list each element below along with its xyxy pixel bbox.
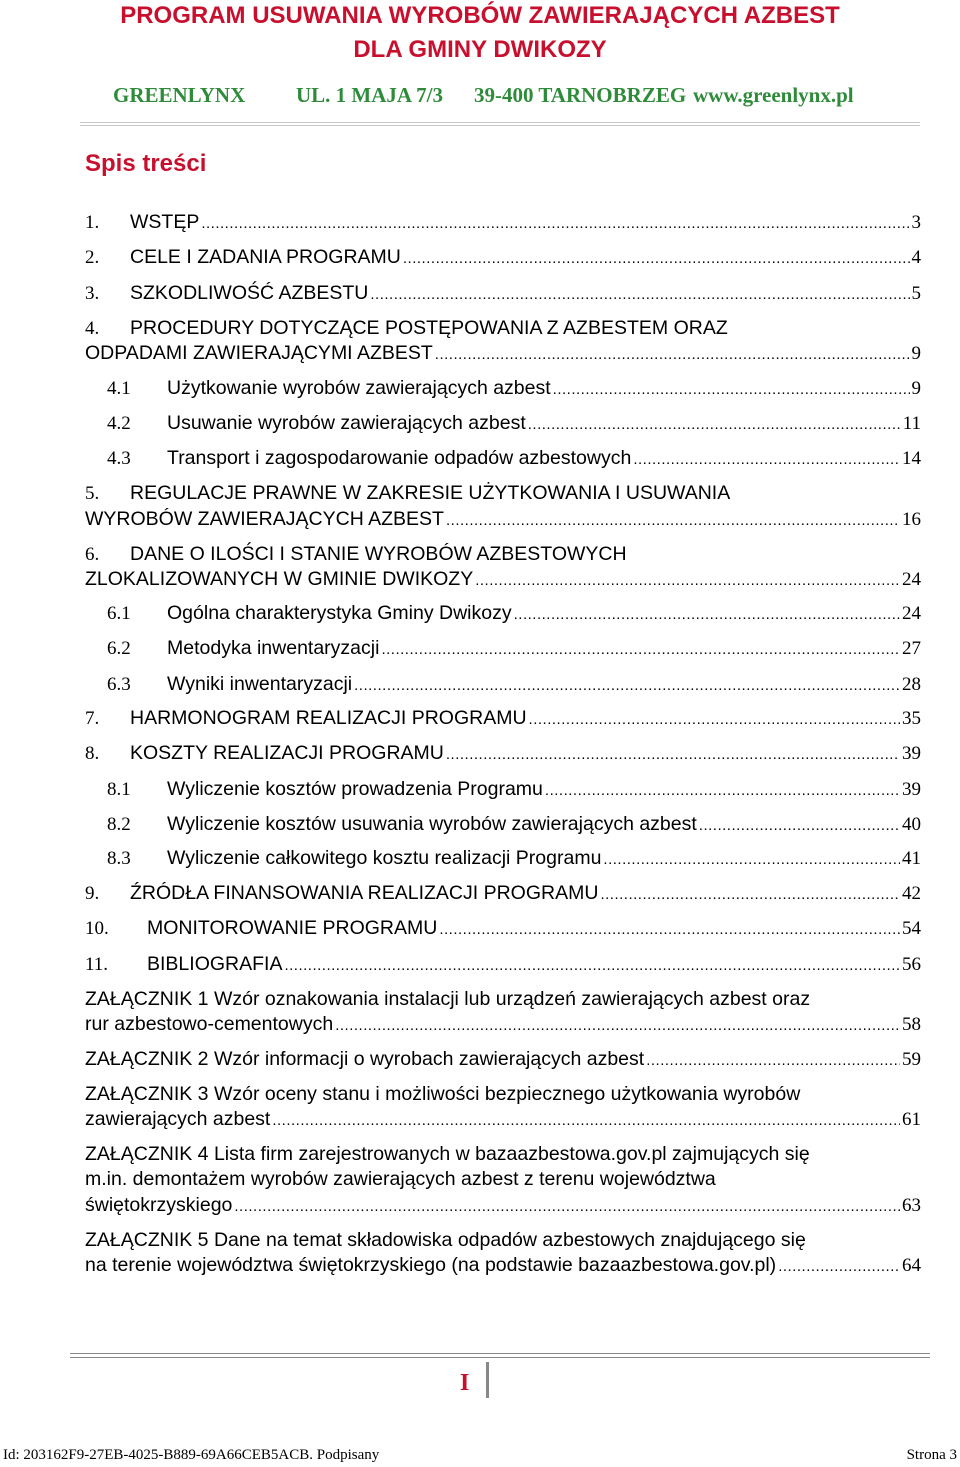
annex-entry-title: na terenie województwa świętokrzyskiego (na podstawie bazaazbestowa.gov.pl) bbox=[85, 1254, 777, 1276]
annex-entry-title: świętokrzyskiego bbox=[85, 1194, 233, 1216]
company-contact bbox=[113, 82, 854, 108]
toc-entry-page: 56 bbox=[902, 954, 921, 975]
toc-entry-page: 9 bbox=[911, 378, 921, 399]
toc-leader-dots bbox=[446, 741, 900, 767]
toc-entry[interactable] bbox=[85, 316, 921, 341]
toc-entry-number: 6.2 bbox=[107, 638, 131, 659]
footer-divider bbox=[70, 1353, 930, 1358]
toc-entry[interactable] bbox=[85, 706, 921, 732]
annex-entry-page: 63 bbox=[902, 1195, 921, 1216]
toc-leader-dots bbox=[435, 341, 910, 367]
annex-entry[interactable] bbox=[85, 1012, 921, 1038]
annex-entry-line[interactable]: m.in. demontażem wyrobów zawierających azbest z terenu województwa bbox=[85, 1168, 716, 1190]
annex-entry-title: zawierających azbest bbox=[85, 1108, 271, 1130]
toc-entry[interactable] bbox=[107, 812, 921, 838]
toc-entry-page: 4 bbox=[911, 247, 921, 268]
toc-entry[interactable] bbox=[107, 376, 921, 402]
annex-entry-line[interactable]: ZAŁĄCZNIK 1 Wzór oznakowania instalacji lub urządzeń zawierających azbest oraz bbox=[85, 988, 811, 1010]
toc-entry-page: 27 bbox=[902, 638, 921, 659]
toc-leader-dots bbox=[234, 1193, 900, 1219]
toc-entry[interactable] bbox=[85, 741, 921, 767]
toc-entry-title: REGULACJE PRAWNE W ZAKRESIE UŻYTKOWANIA I USUWANIA bbox=[130, 482, 731, 504]
toc-entry-number: 8.3 bbox=[107, 848, 131, 869]
toc-leader-dots bbox=[553, 376, 910, 402]
toc-entry-number: 4. bbox=[85, 318, 100, 339]
toc-entry-page: 42 bbox=[902, 883, 921, 904]
toc-entry-page: 16 bbox=[902, 509, 921, 530]
toc-entry[interactable] bbox=[107, 777, 921, 803]
toc-entry-page: 35 bbox=[902, 708, 921, 729]
toc-leader-dots bbox=[354, 672, 900, 698]
annex-entry-line[interactable]: ZAŁĄCZNIK 3 Wzór oceny stanu i możliwości bezpiecznego użytkowania wyrobów bbox=[85, 1083, 801, 1105]
toc-entry-page: 54 bbox=[902, 918, 921, 939]
toc-entry-continuation[interactable] bbox=[85, 567, 921, 593]
toc-entry-title: Transport i zagospodarowanie odpadów azbestowych bbox=[167, 447, 632, 469]
toc-entry-title: Wyniki inwentaryzacji bbox=[167, 673, 353, 695]
toc-entry-number: 6.3 bbox=[107, 674, 131, 695]
toc-entry-number: 8.2 bbox=[107, 814, 131, 835]
toc-leader-dots bbox=[370, 281, 909, 307]
toc-leader-dots bbox=[381, 636, 900, 662]
toc-entry[interactable] bbox=[85, 916, 921, 942]
toc-entry-number: 10. bbox=[85, 918, 109, 939]
toc-entry-title: ŹRÓDŁA FINANSOWANIA REALIZACJI PROGRAMU bbox=[130, 882, 599, 904]
toc-entry-title-cont: WYROBÓW ZAWIERAJĄCYCH AZBEST bbox=[85, 508, 444, 530]
toc-leader-dots bbox=[778, 1253, 900, 1279]
toc-entry-title: HARMONOGRAM REALIZACJI PROGRAMU bbox=[130, 707, 527, 729]
footer-separator bbox=[486, 1362, 489, 1398]
toc-entry-title: Wyliczenie kosztów usuwania wyrobów zawierających azbest bbox=[167, 813, 697, 835]
annex-entry-line[interactable]: ZAŁĄCZNIK 5 Dane na temat składowiska odpadów azbestowych znajdującego się bbox=[85, 1229, 806, 1251]
toc-entry-title: KOSZTY REALIZACJI PROGRAMU bbox=[130, 742, 444, 764]
toc-leader-dots bbox=[272, 1107, 900, 1133]
toc-leader-dots bbox=[335, 1012, 900, 1038]
toc-entry[interactable] bbox=[107, 846, 921, 872]
annex-entry-title: ZAŁĄCZNIK 2 Wzór informacji o wyrobach zawierających azbest bbox=[85, 1048, 645, 1070]
toc-entry-title: Ogólna charakterystyka Gminy Dwikozy bbox=[167, 602, 512, 624]
toc-entry-title-cont: ZLOKALIZOWANYCH W GMINIE DWIKOZY bbox=[85, 568, 474, 590]
company-city: 39-400 TARNOBRZEG bbox=[474, 83, 687, 107]
toc-entry[interactable] bbox=[107, 411, 921, 437]
toc-entry-number: 1. bbox=[85, 212, 100, 233]
toc-leader-dots bbox=[528, 411, 901, 437]
company-website: www.greenlynx.pl bbox=[693, 83, 854, 107]
toc-entry-number: 4.1 bbox=[107, 378, 131, 399]
program-title-line2: DLA GMINY DWIKOZY bbox=[353, 36, 607, 63]
toc-leader-dots bbox=[284, 952, 900, 978]
toc-entry-page: 14 bbox=[902, 448, 921, 469]
annex-entry-page: 58 bbox=[902, 1014, 921, 1035]
toc-leader-dots bbox=[600, 881, 900, 907]
toc-entry-title: SZKODLIWOŚĆ AZBESTU bbox=[130, 282, 369, 304]
toc-entry-page: 24 bbox=[902, 603, 921, 624]
toc-entry-continuation[interactable] bbox=[85, 341, 921, 367]
toc-entry-number: 4.3 bbox=[107, 448, 131, 469]
toc-entry[interactable] bbox=[85, 542, 921, 567]
company-name: GREENLYNX bbox=[113, 83, 246, 107]
toc-leader-dots bbox=[475, 567, 900, 593]
document-id: Id: 203162F9-27EB-4025-B889-69A66CEB5ACB. Podpisany bbox=[3, 1447, 380, 1463]
toc-entry-number: 2. bbox=[85, 247, 100, 268]
company-street: UL. 1 MAJA 7/3 bbox=[296, 83, 443, 107]
toc-entry[interactable] bbox=[85, 210, 921, 236]
toc-entry[interactable] bbox=[85, 481, 921, 506]
annex-entry[interactable] bbox=[85, 1193, 921, 1219]
toc-leader-dots bbox=[201, 210, 909, 236]
toc-entry-title: BIBLIOGRAFIA bbox=[147, 953, 283, 975]
toc-entry-page: 24 bbox=[902, 569, 921, 590]
toc-entry-title-cont: ODPADAMI ZAWIERAJĄCYMI AZBEST bbox=[85, 342, 433, 364]
toc-entry[interactable] bbox=[85, 245, 921, 271]
toc-leader-dots bbox=[633, 446, 900, 472]
toc-leader-dots bbox=[545, 777, 900, 803]
toc-entry-title: MONITOROWANIE PROGRAMU bbox=[147, 917, 438, 939]
toc-entry-title: Wyliczenie całkowitego kosztu realizacji Programu bbox=[167, 847, 602, 869]
toc-entry[interactable] bbox=[107, 446, 921, 472]
page-label: Strona 3 bbox=[906, 1447, 957, 1463]
toc-entry-title: Metodyka inwentaryzacji bbox=[167, 637, 380, 659]
annex-entry[interactable] bbox=[85, 1253, 921, 1279]
toc-leader-dots bbox=[529, 706, 900, 732]
toc-leader-dots bbox=[446, 507, 900, 533]
toc-entry-number: 8.1 bbox=[107, 779, 131, 800]
toc-entry-title: DANE O ILOŚCI I STANIE WYROBÓW AZBESTOWYCH bbox=[130, 543, 627, 565]
toc-entry-page: 9 bbox=[911, 343, 921, 364]
toc-entry-page: 40 bbox=[902, 814, 921, 835]
annex-entry-page: 59 bbox=[902, 1049, 921, 1070]
toc-entry-number: 11. bbox=[85, 954, 109, 975]
toc-leader-dots bbox=[403, 245, 910, 271]
toc-entry-page: 28 bbox=[902, 674, 921, 695]
toc-entry-page: 39 bbox=[902, 779, 921, 800]
toc-entry-title: WSTĘP bbox=[130, 211, 200, 233]
toc-entry-page: 3 bbox=[911, 212, 921, 233]
annex-entry[interactable] bbox=[85, 1047, 921, 1073]
toc-heading: Spis treści bbox=[85, 150, 207, 177]
toc-entry-continuation[interactable] bbox=[85, 507, 921, 533]
toc-entry[interactable] bbox=[85, 952, 921, 978]
toc-entry[interactable] bbox=[107, 601, 921, 627]
toc-entry-title: Wyliczenie kosztów prowadzenia Programu bbox=[167, 778, 543, 800]
program-title-line1: PROGRAM USUWANIA WYROBÓW ZAWIERAJĄCYCH AZBEST bbox=[120, 2, 840, 29]
toc-leader-dots bbox=[646, 1047, 900, 1073]
toc-entry-title: Użytkowanie wyrobów zawierających azbest bbox=[167, 377, 551, 399]
toc-entry-number: 6.1 bbox=[107, 603, 131, 624]
toc-entry-page: 39 bbox=[902, 743, 921, 764]
toc-leader-dots bbox=[699, 812, 900, 838]
toc-entry[interactable] bbox=[85, 281, 921, 307]
toc-leader-dots bbox=[603, 846, 900, 872]
toc-entry-number: 7. bbox=[85, 708, 100, 729]
toc-entry[interactable] bbox=[85, 881, 921, 907]
roman-page-number: I bbox=[460, 1370, 470, 1396]
toc-leader-dots bbox=[439, 916, 900, 942]
toc-entry-number: 3. bbox=[85, 283, 100, 304]
toc-entry-number: 9. bbox=[85, 883, 100, 904]
toc-entry-number: 4.2 bbox=[107, 413, 131, 434]
toc-entry-number: 5. bbox=[85, 483, 100, 504]
toc-entry-page: 41 bbox=[902, 848, 921, 869]
toc-entry-number: 6. bbox=[85, 544, 100, 565]
annex-entry-line[interactable]: ZAŁĄCZNIK 4 Lista firm zarejestrowanych w bazaazbestowa.gov.pl zajmujących się bbox=[85, 1143, 810, 1165]
toc-entry-title: Usuwanie wyrobów zawierających azbest bbox=[167, 412, 526, 434]
toc-leader-dots bbox=[514, 601, 900, 627]
toc-entry-number: 8. bbox=[85, 743, 100, 764]
annex-entry-page: 61 bbox=[902, 1109, 921, 1130]
annex-entry[interactable] bbox=[85, 1107, 921, 1133]
toc-entry-title: PROCEDURY DOTYCZĄCE POSTĘPOWANIA Z AZBESTEM ORAZ bbox=[130, 317, 728, 339]
annex-entry-page: 64 bbox=[902, 1255, 921, 1276]
annex-entry-title: rur azbestowo-cementowych bbox=[85, 1013, 334, 1035]
toc-entry-page: 5 bbox=[911, 283, 921, 304]
toc-entry[interactable] bbox=[107, 636, 921, 662]
toc-entry-page: 11 bbox=[902, 413, 921, 434]
toc-entry-title: CELE I ZADANIA PROGRAMU bbox=[130, 246, 401, 268]
header-divider bbox=[80, 122, 920, 126]
toc-entry[interactable] bbox=[107, 672, 921, 698]
